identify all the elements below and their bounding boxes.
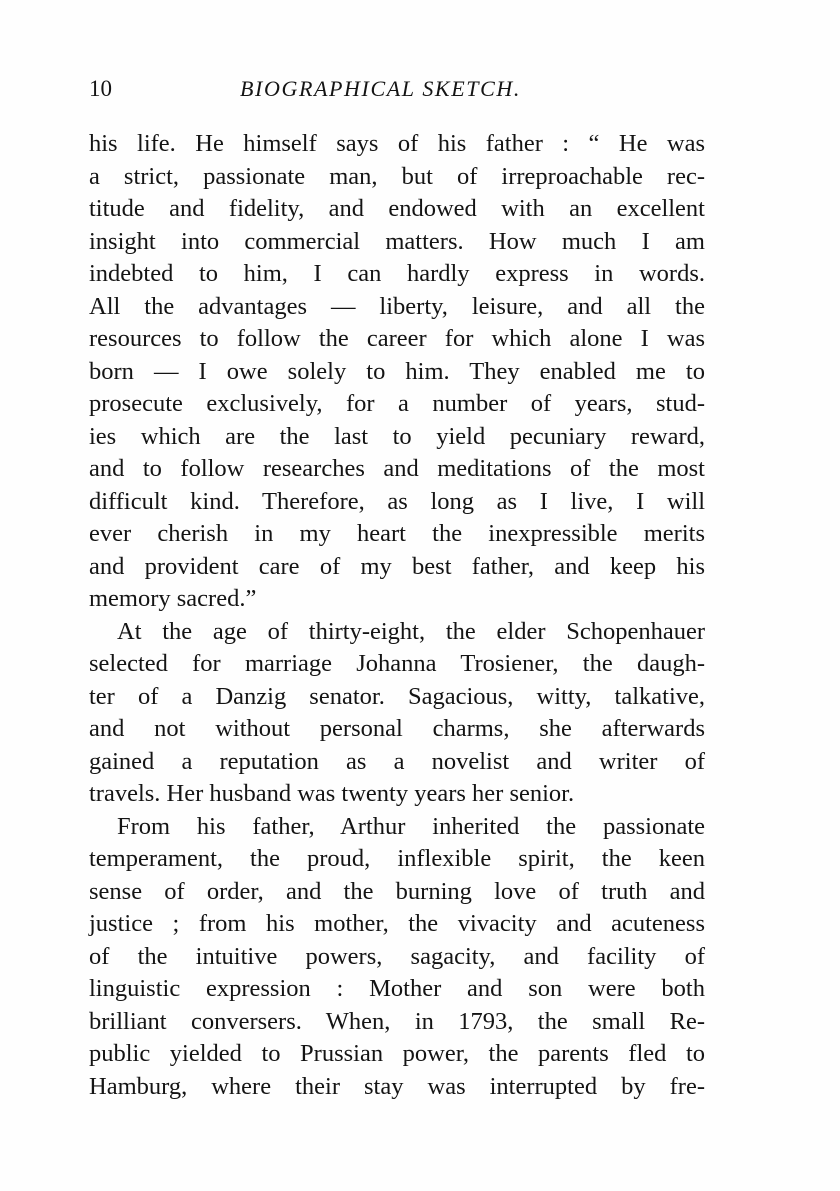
text-line: ter of a Danzig senator. Sagacious, witty, talkative, [89,682,705,710]
text-line: linguistic expression : Mother and son were both [89,975,705,1002]
text-line: and provident care of my best father, and keep his [89,552,705,580]
text-line: temperament, the proud, inflexible spirit, the keen [89,845,705,872]
text-line: insight into commercial matters. How much I am [89,227,705,255]
page-number: 10 [89,76,112,101]
text-line: of the intuitive powers, sagacity, and facility of [89,942,705,970]
text-line: At the age of thirty-eight, the elder Schopenhauer [117,617,705,645]
text-line: justice ; from his mother, the vivacity and acuteness [89,910,705,937]
text-line: difficult kind. Therefore, as long as I live, I will [89,487,705,515]
body-text [89,128,705,1103]
text-line: his life. He himself says of his father : “ He was [89,130,705,157]
text-line: public yielded to Prussian power, the parents fled to [89,1040,705,1067]
text-line: ies which are the last to yield pecuniary reward, [89,422,705,450]
text-line: a strict, passionate man, but of irreproachable rec- [89,162,705,190]
text-line: ever cherish in my heart the inexpressible merits [89,520,705,547]
text-line: resources to follow the career for which alone I was [89,325,705,352]
text-line: titude and fidelity, and endowed with an excellent [89,195,705,222]
text-line: All the advantages — liberty, leisure, and all the [89,292,705,320]
text-line: gained a reputation as a novelist and writer of [89,747,705,775]
text-line: From his father, Arthur inherited the passionate [117,812,705,840]
text-line: indebted to him, I can hardly express in words. [89,260,705,287]
text-line: memory sacred.” [89,585,257,612]
text-line: and to follow researches and meditations of the most [89,455,705,482]
text-line: sense of order, and the burning love of truth and [89,877,705,905]
running-title: BIOGRAPHICAL SKETCH. [240,76,521,101]
text-line: selected for marriage Johanna Trosiener, the daugh- [89,650,705,677]
text-line: brilliant conversers. When, in 1793, the small Re- [89,1007,705,1035]
text-line: and not without personal charms, she afterwards [89,715,705,742]
running-header [89,74,711,104]
text-line: Hamburg, where their stay was interrupted by fre- [89,1072,705,1100]
text-line: travels. Her husband was twenty years her senior. [89,780,575,807]
text-line: born — I owe solely to him. They enabled me to [89,357,705,385]
text-line: prosecute exclusively, for a number of years, stud- [89,390,705,417]
